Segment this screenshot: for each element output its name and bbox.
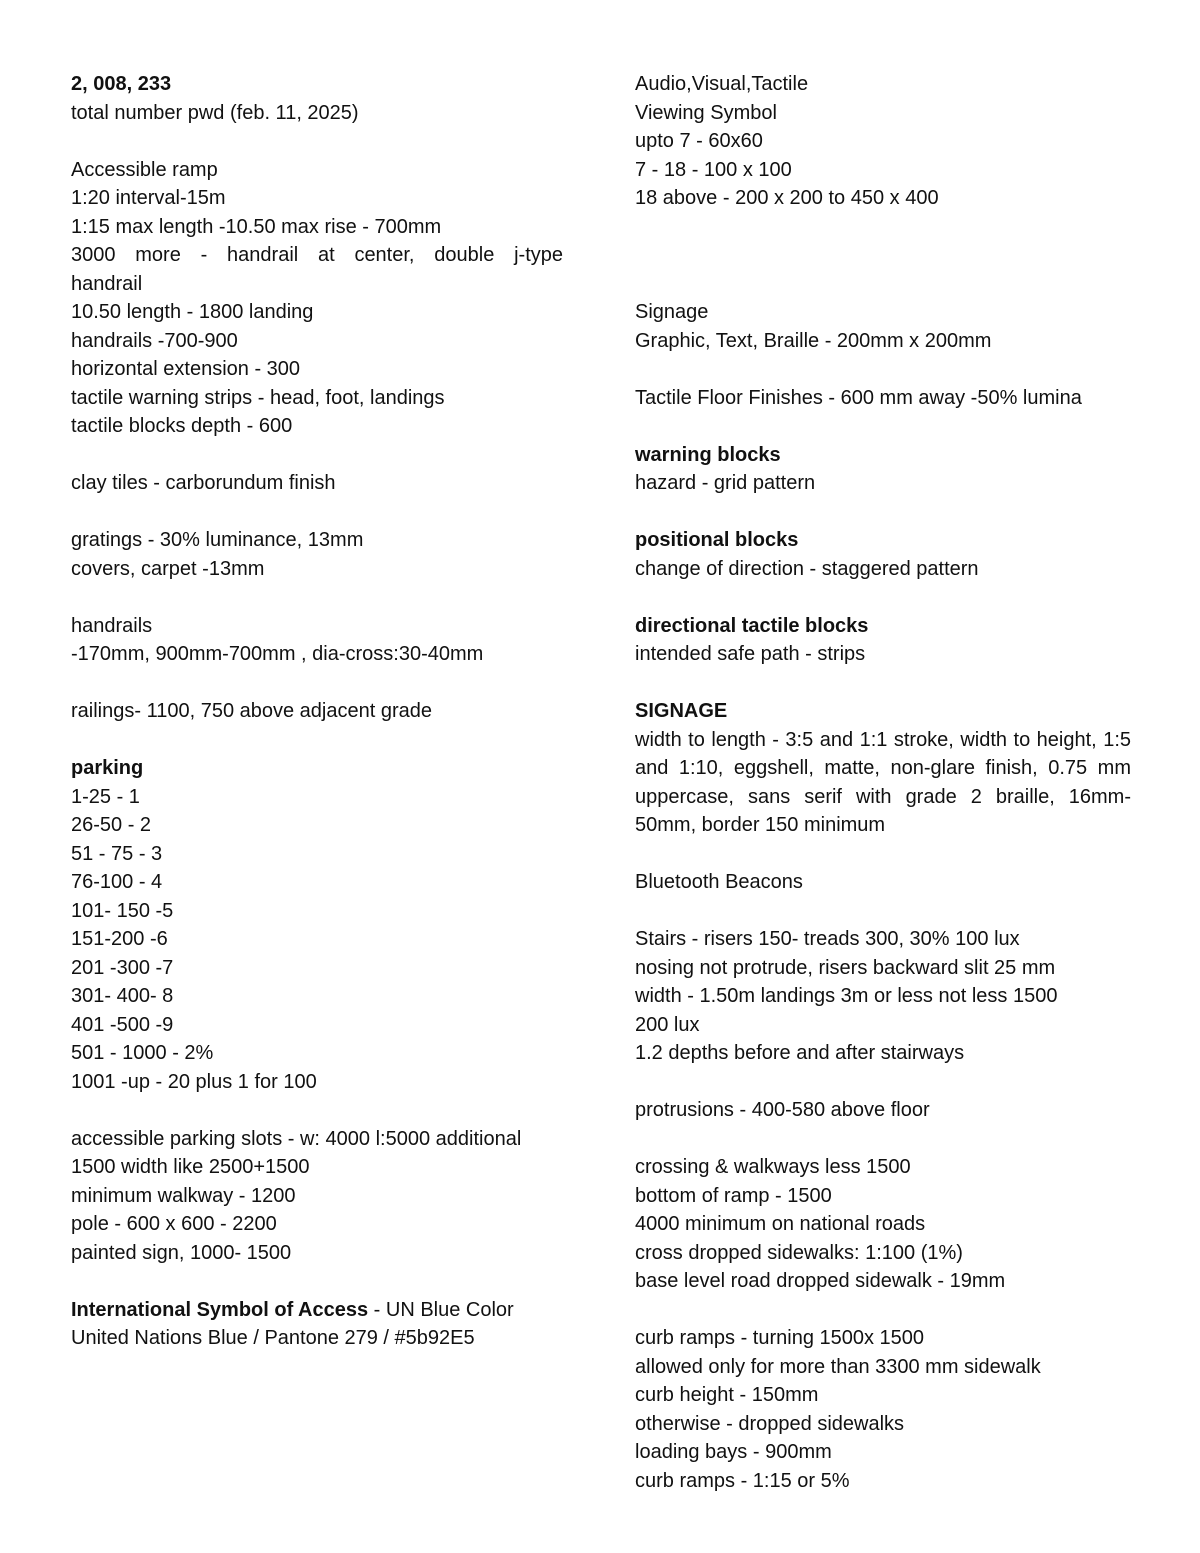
curb-line: allowed only for more than 3300 mm sidewalk	[635, 1355, 1041, 1378]
parking-row: 101- 150 -5	[71, 899, 174, 922]
clay-tiles-note: clay tiles - carborundum finish	[71, 472, 336, 494]
avt-heading: Audio,Visual,Tactile	[635, 73, 809, 95]
ramp-line: horizontal extension - 300	[71, 358, 301, 380]
ramp-line: 10.50 length - 1800 landing	[71, 301, 314, 323]
stairs-line: 200 lux	[635, 1013, 700, 1036]
crossing-line: 4000 minimum on national roads	[635, 1213, 926, 1235]
isa-title: International Symbol of Access	[71, 1298, 369, 1321]
isa-line	[71, 1296, 563, 1325]
pwd-count-caption: total number pwd (feb. 11, 2025)	[71, 101, 359, 124]
curb-line: curb ramps - 1:15 or 5%	[635, 1469, 850, 1492]
parking-slots-line: painted sign, 1000- 1500	[71, 1241, 292, 1264]
warning-blocks-detail: hazard - grid pattern	[635, 472, 816, 494]
ramp-line: handrail	[71, 272, 143, 295]
parking-row: 201 -300 -7	[71, 956, 174, 979]
viewing-line: upto 7 - 60x60	[635, 130, 763, 152]
parking-row: 51 - 75 - 3	[71, 842, 163, 865]
isa-color-detail: United Nations Blue / Pantone 279 / #5b92E5	[71, 1327, 475, 1349]
tactile-floor-note: Tactile Floor Finishes - 600 mm away -50% lumina	[635, 386, 1082, 409]
warning-blocks-heading: warning blocks	[635, 443, 781, 466]
curb-line: curb height - 150mm	[635, 1384, 819, 1406]
directional-blocks-detail: intended safe path - strips	[635, 643, 866, 665]
ramp-line: tactile blocks depth - 600	[71, 415, 293, 437]
viewing-symbol-heading: Viewing Symbol	[635, 101, 777, 124]
ramp-line: 1:15 max length -10.50 max rise - 700mm	[71, 215, 442, 238]
left-column	[71, 70, 563, 1353]
parking-row: 151-200 -6	[71, 928, 168, 950]
positional-blocks-heading: positional blocks	[635, 529, 799, 551]
positional-blocks-detail: change of direction - staggered pattern	[635, 557, 979, 580]
parking-heading: parking	[71, 757, 144, 779]
crossing-line: cross dropped sidewalks: 1:100 (1%)	[635, 1241, 963, 1264]
ramp-line: handrails -700-900	[71, 329, 238, 352]
directional-blocks-heading: directional tactile blocks	[635, 614, 869, 637]
gratings-note: gratings - 30% luminance, 13mm	[71, 529, 364, 551]
handrails-heading: handrails	[71, 614, 153, 637]
crossing-line: crossing & walkways less 1500	[635, 1156, 911, 1178]
ramp-heading: Accessible ramp	[71, 158, 218, 181]
ramp-line: tactile warning strips - head, foot, landings	[71, 386, 445, 409]
viewing-line: 18 above - 200 x 200 to 450 x 400	[635, 187, 939, 209]
right-column	[635, 70, 1131, 1495]
viewing-line: 7 - 18 - 100 x 100	[635, 158, 792, 181]
parking-row: 301- 400- 8	[71, 985, 174, 1007]
parking-row: 76-100 - 4	[71, 871, 163, 893]
curb-line: loading bays - 900mm	[635, 1441, 832, 1463]
handrails-detail: -170mm, 900mm-700mm , dia-cross:30-40mm	[71, 643, 484, 665]
crossing-line: base level road dropped sidewalk - 19mm	[635, 1270, 1006, 1292]
parking-row: 501 - 1000 - 2%	[71, 1042, 214, 1064]
railings-note: railings- 1100, 750 above adjacent grade	[71, 700, 432, 722]
stairs-line: Stairs - risers 150- treads 300, 30% 100 lux	[635, 928, 1020, 950]
parking-row: 1-25 - 1	[71, 785, 140, 808]
isa-color-label: - UN Blue Color	[368, 1298, 514, 1321]
protrusions-note: protrusions - 400-580 above floor	[635, 1099, 930, 1121]
signage-paragraph: width to length - 3:5 and 1:1 stroke, width to height, 1:5 and 1:10, eggshell, matte, non-glare finish, 0.75 mm uppercase, sans serif with grade 2 braille, 16mm-50mm, border 150 minimum	[635, 728, 1131, 836]
curb-line: otherwise - dropped sidewalks	[635, 1412, 905, 1435]
parking-slots-line: pole - 600 x 600 - 2200	[71, 1213, 277, 1235]
signage-detail: Graphic, Text, Braille - 200mm x 200mm	[635, 329, 992, 352]
covers-note: covers, carpet -13mm	[71, 557, 265, 580]
stairs-line: 1.2 depths before and after stairways	[635, 1042, 965, 1064]
pwd-count: 2, 008, 233	[71, 73, 172, 95]
parking-slots-line: 1500 width like 2500+1500	[71, 1156, 310, 1178]
parking-slots-line: accessible parking slots - w: 4000 l:5000 additional	[71, 1127, 522, 1150]
stairs-line: nosing not protrude, risers backward slit 25 mm	[635, 956, 1056, 979]
parking-row: 26-50 - 2	[71, 814, 152, 836]
ramp-line: 3000 more - handrail at center, double j-type	[71, 244, 563, 266]
parking-row: 401 -500 -9	[71, 1013, 174, 1036]
signage-heading: Signage	[635, 301, 709, 323]
signage-caps-heading: SIGNAGE	[635, 700, 728, 722]
parking-slots-line: minimum walkway - 1200	[71, 1184, 296, 1207]
curb-line: curb ramps - turning 1500x 1500	[635, 1327, 925, 1349]
crossing-line: bottom of ramp - 1500	[635, 1184, 832, 1207]
parking-row: 1001 -up - 20 plus 1 for 100	[71, 1070, 317, 1093]
bluetooth-note: Bluetooth Beacons	[635, 871, 803, 893]
stairs-line: width - 1.50m landings 3m or less not less 1500	[635, 985, 1058, 1007]
ramp-line: 1:20 interval-15m	[71, 187, 226, 209]
